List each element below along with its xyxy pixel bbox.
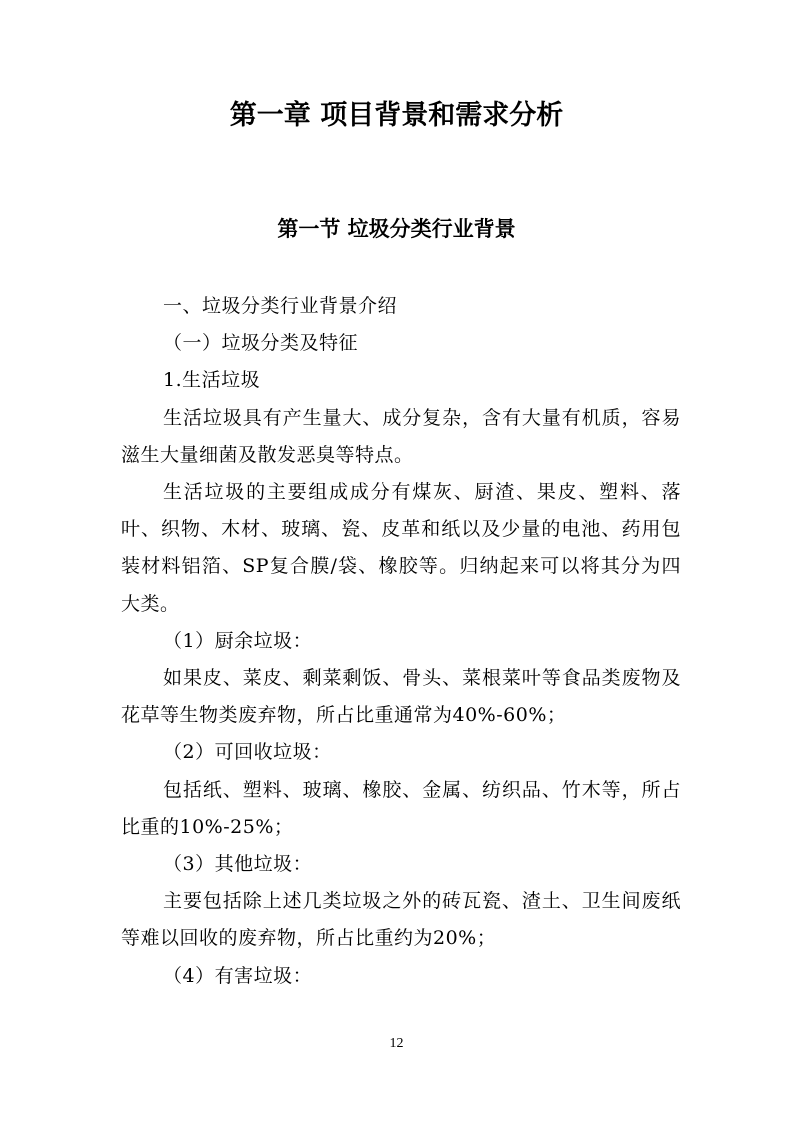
chapter-title: 第一章 项目背景和需求分析 bbox=[229, 100, 564, 131]
heading-level-1: 一、垃圾分类行业背景介绍 bbox=[163, 295, 398, 317]
page-number: 12 bbox=[389, 1036, 404, 1051]
heading-level-3: 1.生活垃圾 bbox=[163, 369, 261, 392]
list-item-heading: （3）其他垃圾： bbox=[163, 853, 313, 876]
list-item-heading: （4）有害垃圾： bbox=[163, 964, 313, 987]
paragraph: 如果皮、菜皮、剩菜剩饭、骨头、菜根菜叶等食品类废物及花草等生物类废弃物，所占比重通常为40%-60%； bbox=[121, 667, 681, 727]
heading-level-2: （一）垃圾分类及特征 bbox=[163, 332, 359, 355]
paragraph: 生活垃圾的主要组成成分有煤灰、厨渣、果皮、塑料、落叶、织物、木材、玻璃、瓷、皮革和纸以及少量的电池、药用包装材料铝箔、SP复合膜/袋、橡胶等。归纳起来可以将其分为四大类。 bbox=[121, 481, 681, 615]
body-text bbox=[121, 288, 681, 995]
paragraph: 主要包括除上述几类垃圾之外的砖瓦瓷、渣土、卫生间废纸等难以回收的废弃物，所占比重约为20%； bbox=[121, 890, 681, 950]
section-title: 第一节 垃圾分类行业背景 bbox=[277, 217, 516, 241]
list-item-heading: （1）厨余垃圾： bbox=[163, 629, 313, 652]
paragraph: 包括纸、塑料、玻璃、橡胶、金属、纺织品、竹木等，所占比重的10%-25%； bbox=[121, 778, 681, 838]
paragraph: 生活垃圾具有产生量大、成分复杂，含有大量有机质，容易滋生大量细菌及散发恶臭等特点。 bbox=[121, 406, 681, 466]
list-item-heading: （2）可回收垃圾： bbox=[163, 741, 332, 764]
